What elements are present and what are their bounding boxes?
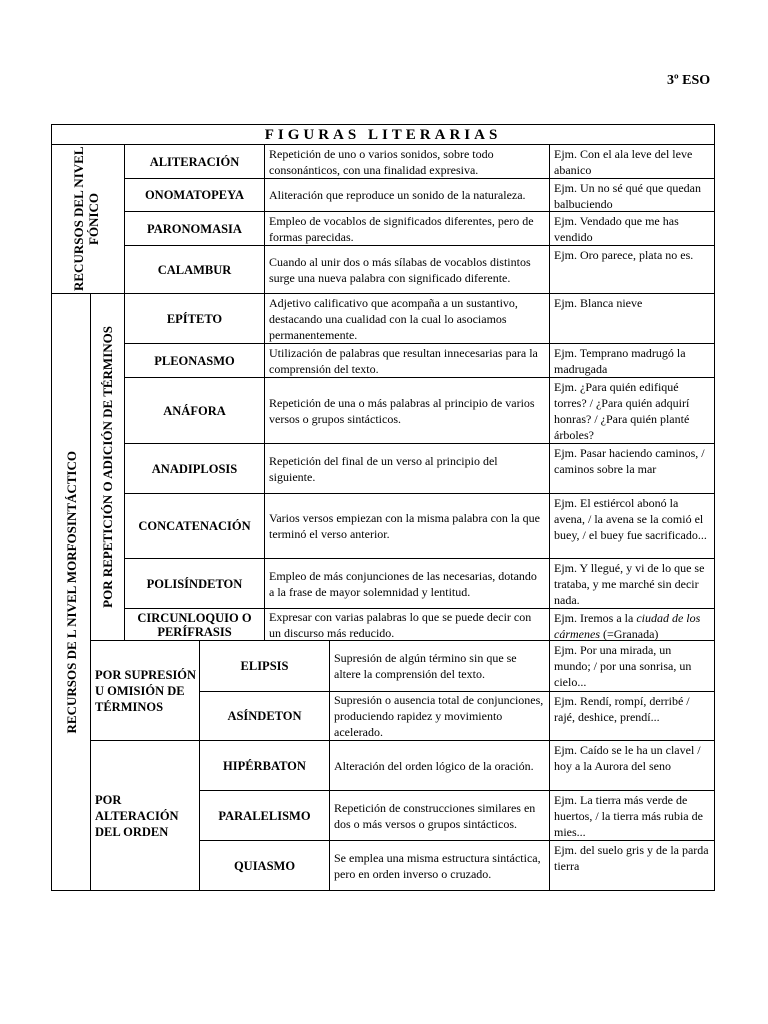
figure-name: EPÍTETO	[124, 293, 265, 344]
figure-example: Ejm. Blanca nieve	[549, 293, 715, 344]
figure-definition: Se emplea una misma estructura sintáctica, pero en orden inverso o cruzado.	[329, 840, 550, 891]
figure-example: Ejm. del suelo gris y de la parda tierra	[549, 840, 715, 891]
figure-name: CONCATENACIÓN	[124, 493, 265, 559]
figure-example: Ejm. Pasar haciendo caminos, / caminos sobre la mar	[549, 443, 715, 494]
figure-definition: Repetición de uno o varios sonidos, sobre todo consonánticos, con una finalidad expresiva.	[264, 144, 550, 179]
section-morfo-label	[51, 293, 91, 891]
figure-name: ASÍNDETON	[199, 691, 330, 741]
figure-name: ONOMATOPEYA	[124, 178, 265, 212]
figure-example: Ejm. Con el ala leve del leve abanico	[549, 144, 715, 179]
figure-definition: Varios versos empiezan con la misma palabra con la que terminó el verso anterior.	[264, 493, 550, 559]
figure-example: Ejm. Rendí, rompí, derribé / rajé, deshice, prendí...	[549, 691, 715, 741]
figure-name: CIRCUNLOQUIO O PERÍFRASIS	[124, 608, 265, 641]
figure-example: Ejm. Temprano madrugó la madrugada	[549, 343, 715, 378]
figure-definition: Repetición de construcciones similares en dos o más versos o grupos sintácticos.	[329, 790, 550, 841]
example-italic-text: ciudad de los cármenes	[554, 611, 701, 641]
section-morfo-text: RECURSOS DE L NIVEL MORFOSINTÁCTICO	[63, 450, 79, 734]
figure-example: Ejm. Caído se le ha un clavel / hoy a la Aurora del seno	[549, 740, 715, 791]
figure-definition: Repetición del final de un verso al principio del siguiente.	[264, 443, 550, 494]
figure-example: Ejm. Por una mirada, un mundo; / por una sonrisa, un cielo...	[549, 640, 715, 692]
figure-name: ANÁFORA	[124, 377, 265, 444]
table-title: FIGURAS LITERARIAS	[51, 124, 715, 145]
figure-example: Ejm. El estiércol abonó la avena, / la avena se la comió el buey, / el buey fue sacrificado...	[549, 493, 715, 559]
example-text: (=Granada)	[599, 627, 659, 641]
section-fonico-text: RECURSOS DEL NIVEL FÓNICO	[71, 146, 101, 292]
figure-example	[549, 608, 715, 641]
figure-definition: Supresión de algún término sin que se altere la comprensión del texto.	[329, 640, 550, 692]
figure-name: ELIPSIS	[199, 640, 330, 692]
figure-definition: Empleo de más conjunciones de las necesarias, dotando a la frase de mayor solemnidad y lentitud.	[264, 558, 550, 609]
figure-example: Ejm. ¿Para quién edifiqué torres? / ¿Para quién adquirí honras? / ¿Para quién planté árboles?	[549, 377, 715, 444]
figure-definition: Repetición de una o más palabras al principio de varios versos o grupos sintácticos.	[264, 377, 550, 444]
subsection-repeticion-label	[90, 293, 125, 641]
figure-name: PARALELISMO	[199, 790, 330, 841]
group-supresion-label: POR SUPRESIÓN U OMISIÓN DE TÉRMINOS	[90, 640, 200, 741]
figure-name: HIPÉRBATON	[199, 740, 330, 791]
figure-example: Ejm. Oro parece, plata no es.	[549, 245, 715, 294]
group-alteracion-label: POR ALTERACIÓN DEL ORDEN	[90, 740, 200, 891]
figure-definition: Adjetivo calificativo que acompaña a un sustantivo, destacando una cualidad con la cual lo asociamos permanentemente.	[264, 293, 550, 344]
figure-definition: Empleo de vocablos de significados diferentes, pero de formas parecidas.	[264, 211, 550, 246]
figure-name: POLISÍNDETON	[124, 558, 265, 609]
example-text: Ejm. Iremos a la	[554, 611, 637, 625]
figure-definition: Cuando al unir dos o más sílabas de vocablos distintos surge una nueva palabra con significado diferente.	[264, 245, 550, 294]
figure-example: Ejm. La tierra más verde de huertos, / la tierra más rubia de mies...	[549, 790, 715, 841]
figure-name: PLEONASMO	[124, 343, 265, 378]
section-fonico-label	[51, 144, 125, 294]
figure-definition: Utilización de palabras que resultan innecesarias para la comprensión del texto.	[264, 343, 550, 378]
figure-example: Ejm. Un no sé qué que quedan balbuciendo	[549, 178, 715, 212]
figure-name: ANADIPLOSIS	[124, 443, 265, 494]
figure-name: ALITERACIÓN	[124, 144, 265, 179]
figure-definition: Expresar con varias palabras lo que se puede decir con un discurso más reducido.	[264, 608, 550, 641]
course-label: 3º ESO	[667, 73, 711, 88]
figure-definition: Supresión o ausencia total de conjunciones, produciendo rapidez y movimiento acelerado.	[329, 691, 550, 741]
figure-example: Ejm. Y llegué, y vi de lo que se trataba, y me marché sin decir nada.	[549, 558, 715, 609]
subsection-repeticion-text: POR REPETICIÓN O ADICIÓN DE TÉRMINOS	[100, 326, 115, 608]
figure-name: CALAMBUR	[124, 245, 265, 294]
figure-definition: Alteración del orden lógico de la oración.	[329, 740, 550, 791]
figure-example: Ejm. Vendado que me has vendido	[549, 211, 715, 246]
figure-name: PARONOMASIA	[124, 211, 265, 246]
figure-name: QUIASMO	[199, 840, 330, 891]
figure-definition: Aliteración que reproduce un sonido de la naturaleza.	[264, 178, 550, 212]
